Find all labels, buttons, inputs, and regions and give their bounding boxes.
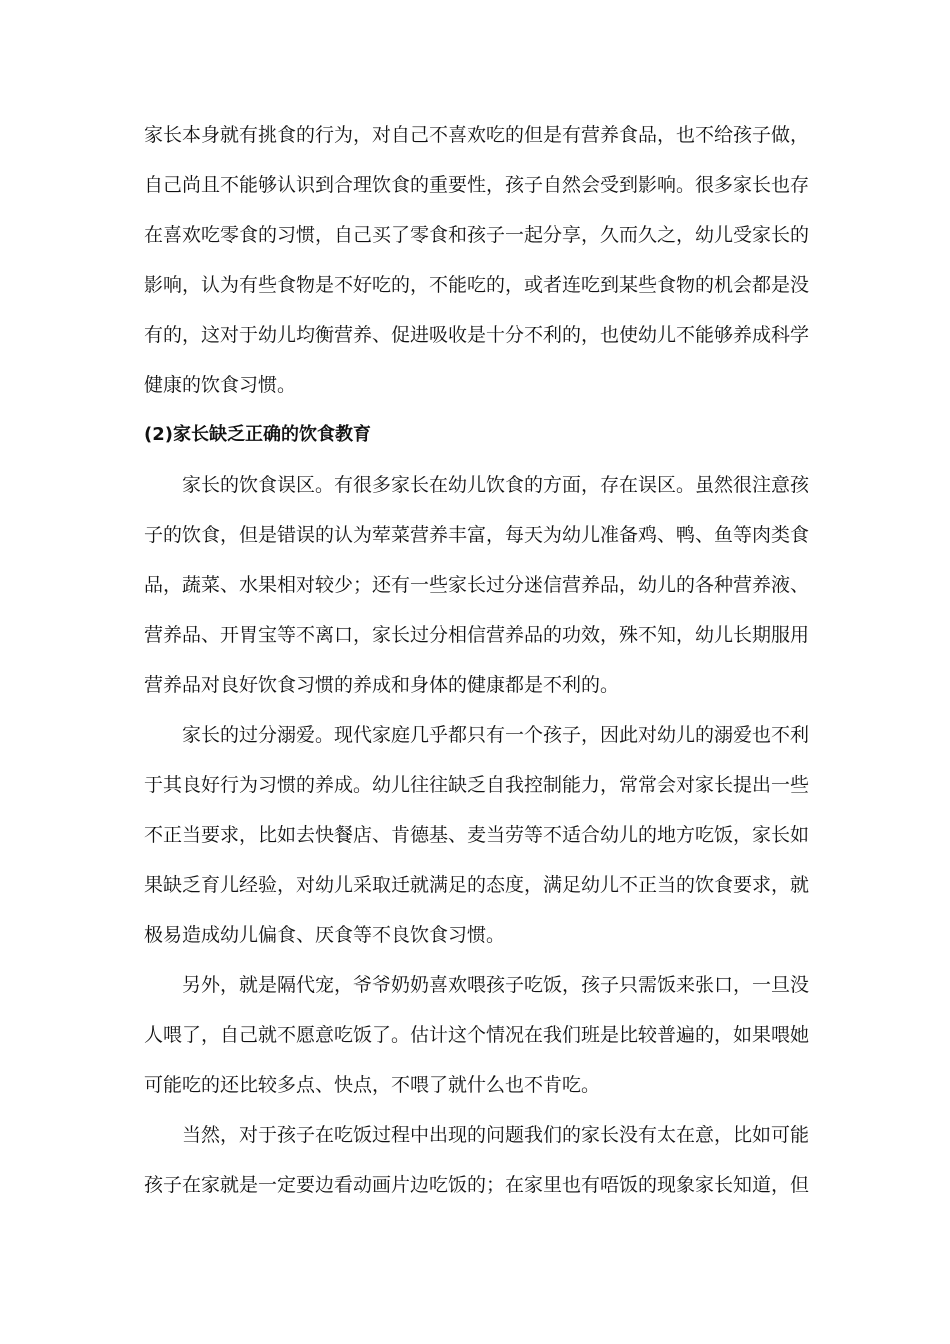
- paragraph-3-line-5: 极易造成幼儿偏食、厌食等不良饮食习惯。: [144, 924, 506, 946]
- section-heading: (2)家长缺乏正确的饮食教育: [144, 424, 371, 445]
- paragraph-3-line-1: 家长的过分溺爱。现代家庭几乎都只有一个孩子，因此对幼儿的溺爱也不利: [182, 724, 810, 746]
- paragraph-2-line-4: 营养品、开胃宝等不离口，家长过分相信营养品的功效，殊不知，幼儿长期服用: [144, 624, 810, 646]
- paragraph-1-line-5: 有的，这对于幼儿均衡营养、促进吸收是十分不利的，也使幼儿不能够养成科学: [144, 324, 810, 346]
- paragraph-4-line-1: 另外，就是隔代宠，爷爷奶奶喜欢喂孩子吃饭，孩子只需饭来张口，一旦没: [182, 974, 810, 996]
- paragraph-2-line-3: 品，蔬菜、水果相对较少；还有一些家长过分迷信营养品，幼儿的各种营养液、: [144, 574, 810, 596]
- paragraph-4-line-3: 可能吃的还比较多点、快点，不喂了就什么也不肯吃。: [144, 1074, 601, 1096]
- paragraph-4-line-2: 人喂了，自己就不愿意吃饭了。估计这个情况在我们班是比较普遍的，如果喂她: [144, 1024, 810, 1046]
- paragraph-1-line-2: 自己尚且不能够认识到合理饮食的重要性，孩子自然会受到影响。很多家长也存: [144, 174, 810, 196]
- paragraph-3-line-3: 不正当要求，比如去快餐店、肯德基、麦当劳等不适合幼儿的地方吃饭，家长如: [144, 824, 810, 846]
- paragraph-2-line-1: 家长的饮食误区。有很多家长在幼儿饮食的方面，存在误区。虽然很注意孩: [182, 474, 810, 496]
- paragraph-1-line-6: 健康的饮食习惯。: [144, 374, 297, 396]
- paragraph-5-line-1: 当然，对于孩子在吃饭过程中出现的问题我们的家长没有太在意，比如可能: [182, 1124, 810, 1146]
- paragraph-2-line-5: 营养品对良好饮食习惯的养成和身体的健康都是不利的。: [144, 674, 620, 696]
- paragraph-3-line-2: 于其良好行为习惯的养成。幼儿往往缺乏自我控制能力，常常会对家长提出一些: [144, 774, 810, 796]
- paragraph-3-line-4: 果缺乏育儿经验，对幼儿采取迁就满足的态度，满足幼儿不正当的饮食要求，就: [144, 874, 810, 896]
- paragraph-5-line-2: 孩子在家就是一定要边看动画片边吃饭的；在家里也有唔饭的现象家长知道，但: [144, 1174, 810, 1196]
- paragraph-2-line-2: 子的饮食，但是错误的认为荤菜营养丰富，每天为幼儿准备鸡、鸭、鱼等肉类食: [144, 524, 810, 546]
- paragraph-1-line-4: 影响，认为有些食物是不好吃的，不能吃的，或者连吃到某些食物的机会都是没: [144, 274, 810, 296]
- paragraph-1-line-3: 在喜欢吃零食的习惯，自己买了零食和孩子一起分享，久而久之，幼儿受家长的: [144, 224, 810, 246]
- paragraph-1-line-1: 家长本身就有挑食的行为，对自己不喜欢吃的但是有营养食品，也不给孩子做，: [144, 124, 810, 146]
